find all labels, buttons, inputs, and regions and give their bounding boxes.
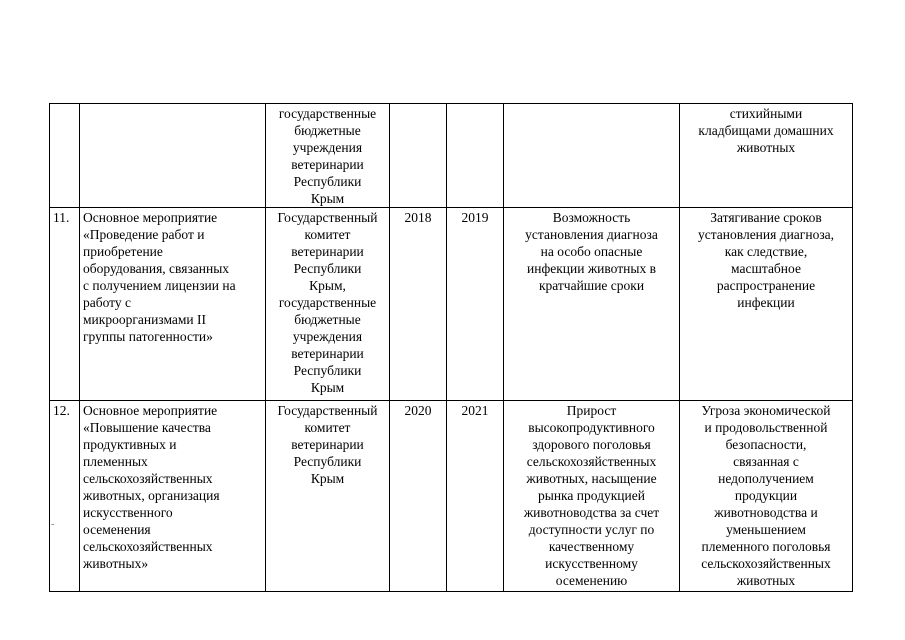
margin-mark: -	[51, 519, 55, 530]
executor-cell	[266, 104, 390, 208]
result-cell	[504, 104, 680, 208]
table-row	[50, 401, 853, 592]
start-year-cell	[390, 208, 447, 401]
start-year-cell	[390, 401, 447, 592]
row-number-cell	[50, 401, 80, 592]
row-number: 12.	[53, 403, 70, 418]
table-row	[50, 104, 853, 208]
start-year-cell	[390, 104, 447, 208]
end-year-cell	[447, 401, 504, 592]
end-year: 2021	[461, 403, 489, 418]
executor-text: Государственный комитет ветеринарии Республики Крым	[277, 403, 378, 486]
result-text: Прирост высокопродуктивного здорового поголовья сельскохозяйственных животных, насыщение рынка продукцией животноводства за счет доступности услуг по качественному искусственному осеменению	[523, 403, 660, 588]
row-number-cell	[50, 104, 80, 208]
row-number-cell	[50, 208, 80, 401]
executor-cell	[266, 401, 390, 592]
measure-text: Основное мероприятие «Повышение качества продуктивных и племенных сельскохозяйственных животных, организация искусственного осеменения сельскохозяйственных животных»	[83, 403, 220, 571]
executor-text: государственные бюджетные учреждения ветеринарии Республики Крым	[278, 106, 377, 206]
risk-text: Затягивание сроков установления диагноза, как следствие, масштабное распространение инфекции	[697, 210, 835, 310]
measure-cell	[80, 208, 266, 401]
end-year: 2019	[461, 210, 489, 225]
end-year-cell	[447, 104, 504, 208]
risk-cell	[680, 104, 853, 208]
result-cell	[504, 208, 680, 401]
result-cell	[504, 401, 680, 592]
executor-cell	[266, 208, 390, 401]
risk-text: Угроза экономической и продовольственной безопасности, связанная с недополучением продукции животноводства и уменьшением племенного поголовья сельскохозяйственных животных	[701, 403, 831, 588]
result-text: Возможность установления диагноза на особо опасные инфекции животных в кратчайшие сроки	[525, 210, 658, 293]
executor-text: Государственный комитет ветеринарии Республики Крым, государственные бюджетные учреждения ветеринарии Республики Крым	[277, 210, 378, 395]
row-number: 11.	[53, 210, 70, 225]
start-year: 2020	[404, 403, 432, 418]
measure-text: Основное мероприятие «Проведение работ и приобретение оборудования, связанных с получением лицензии на работу с микроорганизмами II группы патогенности»	[83, 210, 236, 344]
measure-cell	[80, 104, 266, 208]
start-year: 2018	[404, 210, 432, 225]
table-row	[50, 208, 853, 401]
risk-cell	[680, 401, 853, 592]
measure-cell	[80, 401, 266, 592]
measures-table	[49, 103, 853, 592]
risk-text: стихийными кладбищами домашних животных	[698, 106, 834, 155]
end-year-cell	[447, 208, 504, 401]
risk-cell	[680, 208, 853, 401]
